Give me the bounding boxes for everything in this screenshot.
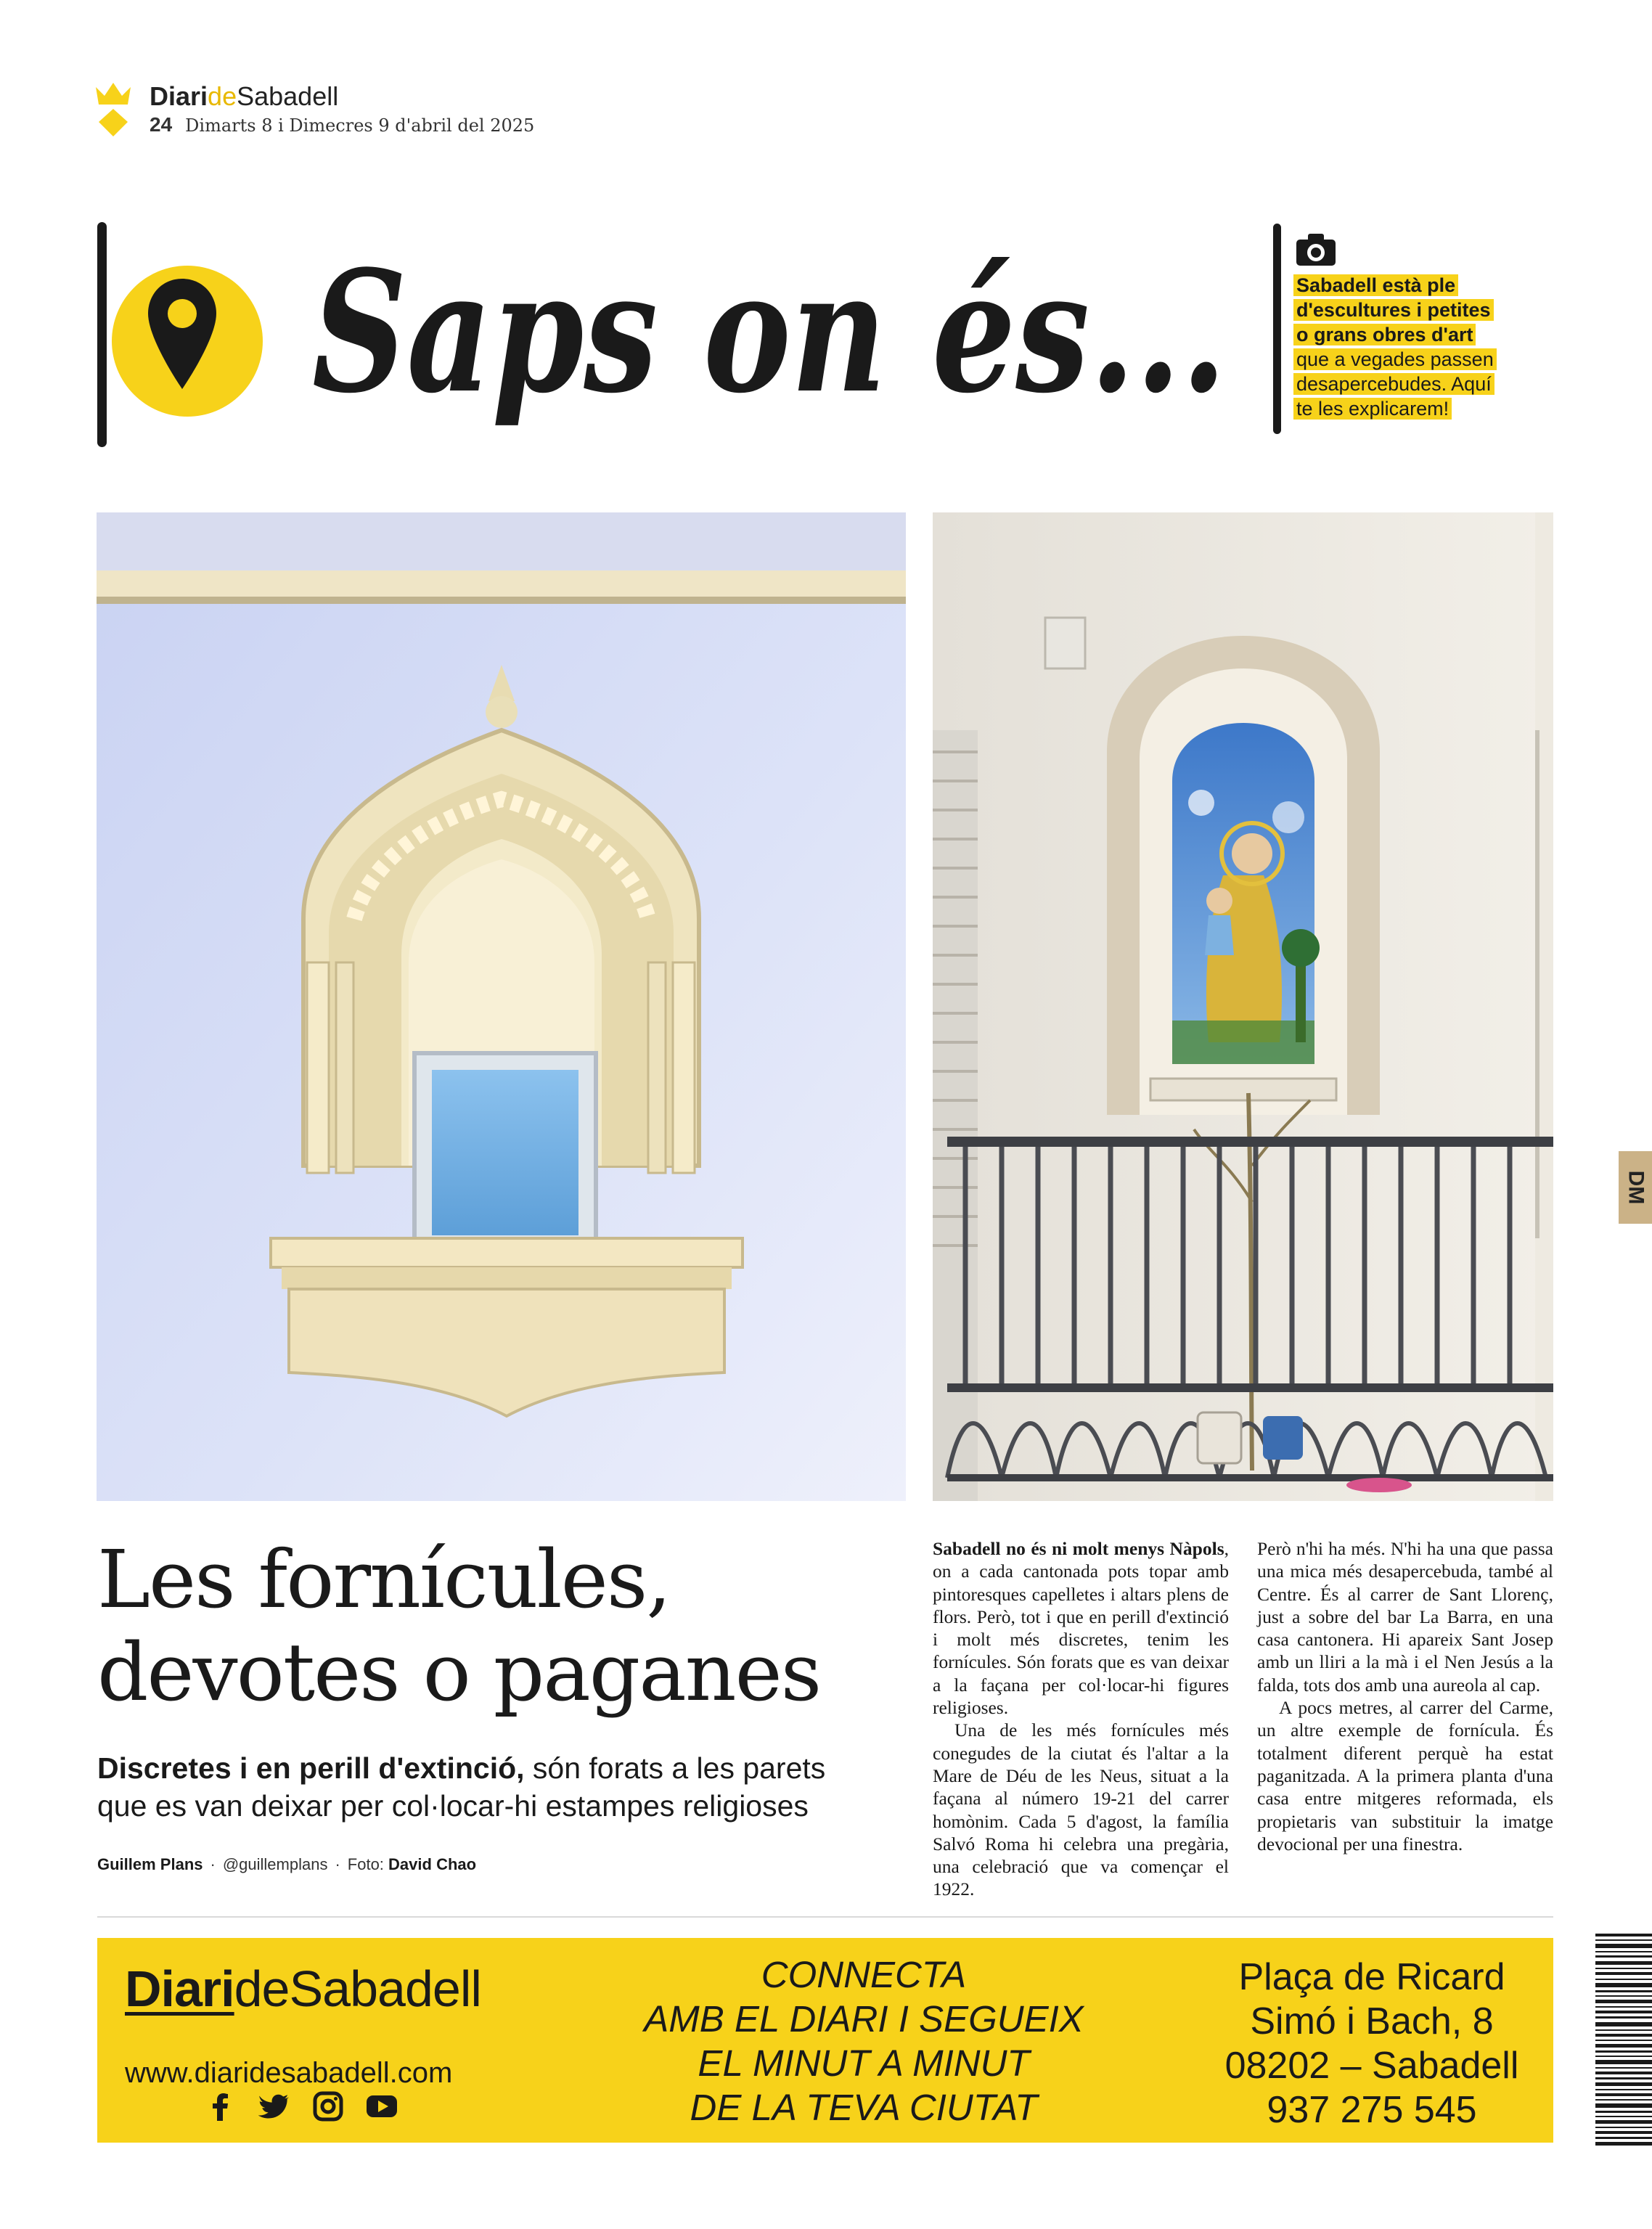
barcode xyxy=(1595,1931,1652,2148)
section-side-tab: DM xyxy=(1619,1151,1652,1224)
footer-brand-logo[interactable]: DiarideSabadell xyxy=(125,1960,481,2017)
photographer-name: David Chao xyxy=(388,1855,477,1873)
twitter-icon[interactable] xyxy=(258,2090,290,2122)
footer-phone[interactable]: 937 275 545 xyxy=(1267,2089,1477,2131)
section-intro: Sabadell està ple d'escultures i petites o grans obres d'art que a vegades passen desapercebudes. Aquí te les explicarem! xyxy=(1293,273,1518,421)
intro-bar xyxy=(1273,224,1281,434)
article-column-2: Però n'hi ha més. N'hi ha una que passa una mica més desapercebuda, també al Centre. És al carrer de Sant Llorenç, just a sobre del bar La Barra, en una casa cantonera. Hi apareix Sant Josep amb un lliri a la mà i el Nen Jesús a la falda, tots dos amb una aureola al cap. A pocs metres, al carrer del Carme, un altre exemple de fornícula. És totalment diferent perquè ha estat paganitzada. A la primera planta d'una casa entre mitgeres reformada, els propietaris van substituir la imatge devocional per una finestra. xyxy=(1257,1538,1553,1854)
author-name: Guillem Plans xyxy=(97,1855,203,1873)
page-number: 24 xyxy=(150,113,173,136)
masthead-crown-logo xyxy=(94,80,132,138)
article-headline: Les fornícules, devotes o paganes xyxy=(97,1533,821,1719)
footer-website-link[interactable]: www.diaridesabadell.com xyxy=(125,2057,453,2089)
instagram-icon[interactable] xyxy=(312,2090,344,2122)
svg-text:Saps on és...: Saps on és... xyxy=(312,234,1227,430)
issue-date: Dimarts 8 i Dimecres 9 d'abril del 2025 xyxy=(185,115,535,136)
footer-social-icons xyxy=(205,2090,398,2122)
footer-call-to-action: CONNECTA AMB EL DIARI I SEGUEIX EL MINUT A MINUT DE LA TEVA CIUTAT xyxy=(644,1954,1084,2128)
location-pin-icon xyxy=(142,273,222,396)
footer-divider xyxy=(97,1916,1553,1918)
article-byline: Guillem Plans · @guillemplans · Foto: David Chao xyxy=(97,1855,477,1873)
section-title xyxy=(305,202,1241,456)
masthead-brand[interactable]: DiarideSabadell xyxy=(150,81,339,111)
youtube-icon[interactable] xyxy=(366,2090,398,2122)
section-bar-left xyxy=(97,222,107,447)
article-deck: Discretes i en perill d'extinció, són forats a les parets que es van deixar per col·locar-hi estampes religioses xyxy=(97,1751,826,1823)
facebook-icon[interactable] xyxy=(205,2090,237,2122)
article-column-1: Sabadell no és ni molt menys Nàpols, on a cada cantonada pots topar amb pintoresques capelletes i altars plens de flors. Però, tot i que en perill d'extinció i molt més discretes, tenim les fornícules. Són forats que es van deixar a la façana per col·locar-hi figures religioses. Una de les més fornícules més conegudes de la ciutat és l'altar a la Mare de Déu de les Neus, situat a la façana al número 19-21 del carrer homònim. Cada 5 d'agost, la família Salvó Roma hi celebra una pregària, una celebració que va començar el 1922. xyxy=(933,1538,1229,1900)
photo-gothic-window-niche xyxy=(97,512,906,1501)
photo-tiled-niche-balcony xyxy=(933,512,1553,1501)
footer-address: Plaça de Ricard Simó i Bach, 8 08202 – Sabadell 937 275 545 xyxy=(1205,1955,1539,2132)
masthead-dateline xyxy=(150,113,534,136)
author-handle[interactable]: @guillemplans xyxy=(222,1855,328,1873)
camera-icon xyxy=(1295,232,1337,267)
